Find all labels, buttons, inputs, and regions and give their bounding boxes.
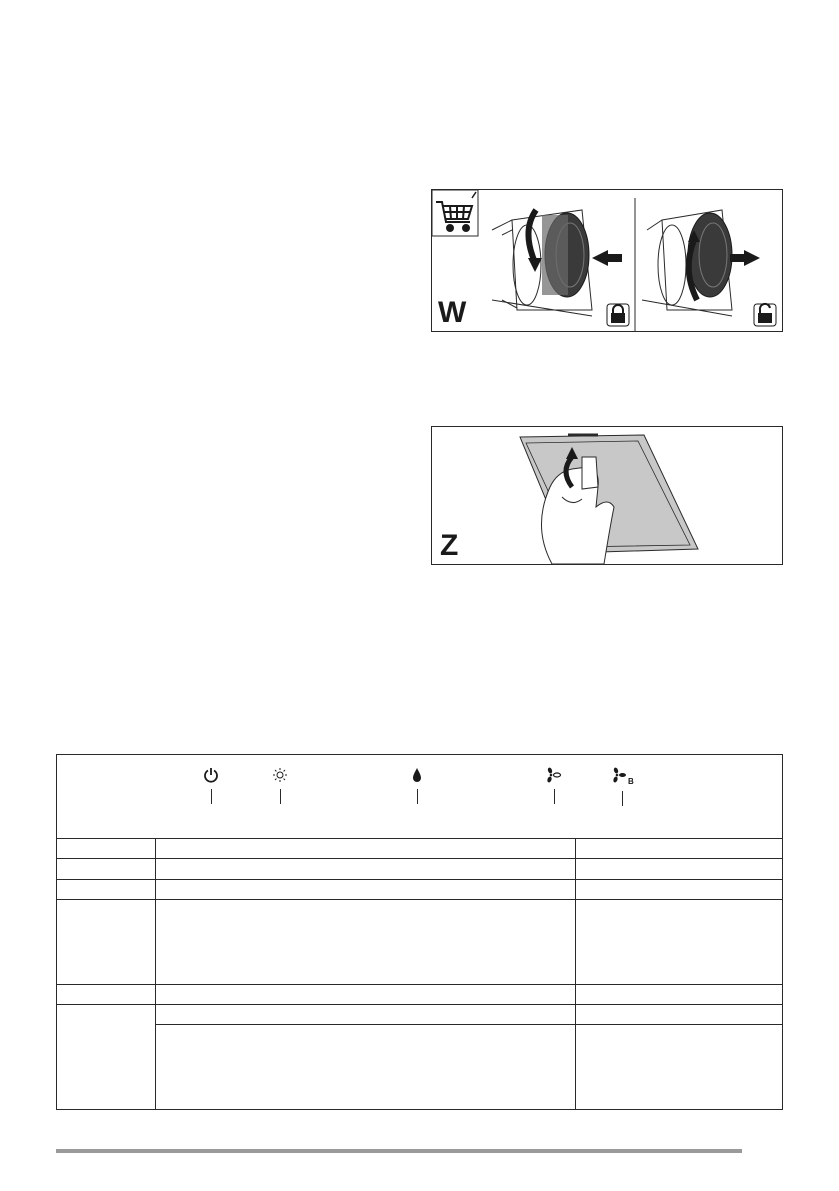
fan-boost-sub: B xyxy=(628,777,634,785)
charcoal-filter-right xyxy=(688,213,732,297)
fan-icon xyxy=(545,767,563,783)
table-row xyxy=(57,880,782,900)
lock-open-icon xyxy=(754,304,776,326)
figure-w-illustration xyxy=(432,190,782,331)
table-cell xyxy=(155,1025,575,1110)
table-cell xyxy=(575,900,782,985)
arrow-pull-icon xyxy=(730,250,760,266)
grease-filter-button[interactable] xyxy=(397,755,437,804)
table-cell xyxy=(155,880,575,900)
table-cell xyxy=(575,1025,782,1110)
table-cell xyxy=(575,839,782,859)
table-cell xyxy=(57,880,155,900)
table-row xyxy=(57,1025,782,1110)
table-cell xyxy=(155,859,575,880)
fan-boost-pointer-line xyxy=(622,791,623,806)
table-cell xyxy=(575,880,782,900)
fan-pointer-line xyxy=(554,789,555,804)
power-icon xyxy=(203,767,219,783)
footer-rule xyxy=(56,1149,742,1153)
control-panel-diagram xyxy=(56,754,783,1110)
table-cell xyxy=(575,985,782,1005)
light-pointer-line xyxy=(280,789,281,804)
fan-boost-button[interactable] xyxy=(602,755,642,806)
grease-filter-icon xyxy=(409,767,425,783)
charcoal-filter-left xyxy=(542,213,589,297)
table-cell xyxy=(575,859,782,880)
light-icon xyxy=(272,767,288,783)
table-cell xyxy=(155,900,575,985)
table-cell xyxy=(57,1005,155,1110)
table-row xyxy=(57,900,782,985)
figure-z-illustration xyxy=(432,427,782,564)
table-cell xyxy=(155,839,575,859)
table-cell xyxy=(57,900,155,985)
table-row xyxy=(57,839,782,859)
figure-z-letter: Z xyxy=(440,529,459,562)
power-pointer-line xyxy=(211,789,212,804)
table-cell xyxy=(57,839,155,859)
figure-w-charcoal-filter xyxy=(431,189,783,332)
figure-z-grease-filter xyxy=(431,426,783,565)
fan-button[interactable] xyxy=(534,755,574,804)
lock-closed-icon xyxy=(607,304,629,326)
table-cell xyxy=(57,985,155,1005)
power-button[interactable] xyxy=(191,755,231,804)
arrow-push-icon xyxy=(592,250,622,266)
table-row xyxy=(57,1005,782,1025)
table-row xyxy=(57,985,782,1005)
control-table xyxy=(57,838,782,1110)
table-cell xyxy=(155,985,575,1005)
fan-boost-icon xyxy=(610,767,634,785)
figure-w-letter: W xyxy=(438,296,467,329)
table-cell xyxy=(155,1005,575,1025)
table-row xyxy=(57,859,782,880)
rotate-arrow-icon xyxy=(528,210,536,260)
light-button[interactable] xyxy=(260,755,300,804)
grease-filter-pointer-line xyxy=(417,789,418,804)
table-cell xyxy=(57,859,155,880)
table-cell xyxy=(575,1005,782,1025)
